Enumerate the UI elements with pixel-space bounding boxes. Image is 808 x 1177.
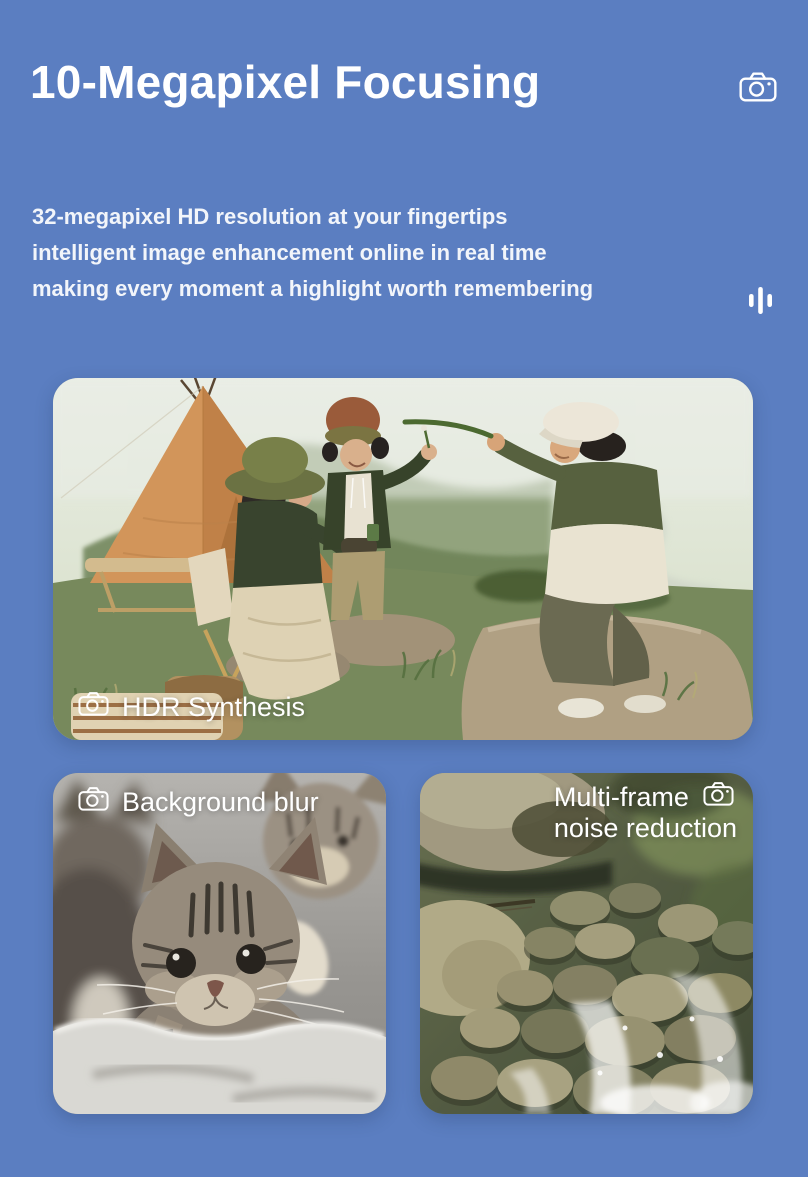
background-blur-label-text: Background blur (122, 786, 319, 817)
hdr-synthesis-label (78, 691, 305, 723)
noise-reduction-label-text1: Multi-frame (553, 781, 689, 812)
waveform-bars-icon (749, 287, 772, 319)
camera-icon (703, 781, 734, 813)
noise-reduction-label (554, 781, 737, 844)
page-title: 10-Megapixel Focusing (30, 56, 541, 108)
hdr-synthesis-card (53, 378, 753, 740)
kittens-photo (53, 773, 386, 1114)
hdr-synthesis-label-text: HDR Synthesis (122, 691, 306, 722)
noise-reduction-label-text2: noise reduction (553, 813, 737, 843)
noise-reduction-label-line1 (554, 781, 734, 813)
camera-icon (78, 786, 109, 818)
family-camping-photo (53, 378, 753, 740)
background-blur-label (78, 786, 319, 818)
intro-line-3: making every moment a highlight worth remembering (32, 276, 594, 301)
intro-line-2: intelligent image enhancement online in real time (32, 240, 547, 265)
intro-copy (32, 199, 593, 307)
camera-icon (739, 71, 777, 107)
camera-icon (78, 691, 109, 723)
noise-reduction-card (420, 773, 753, 1114)
intro-line-1: 32-megapixel HD resolution at your fingertips (32, 204, 508, 229)
background-blur-card (53, 773, 386, 1114)
